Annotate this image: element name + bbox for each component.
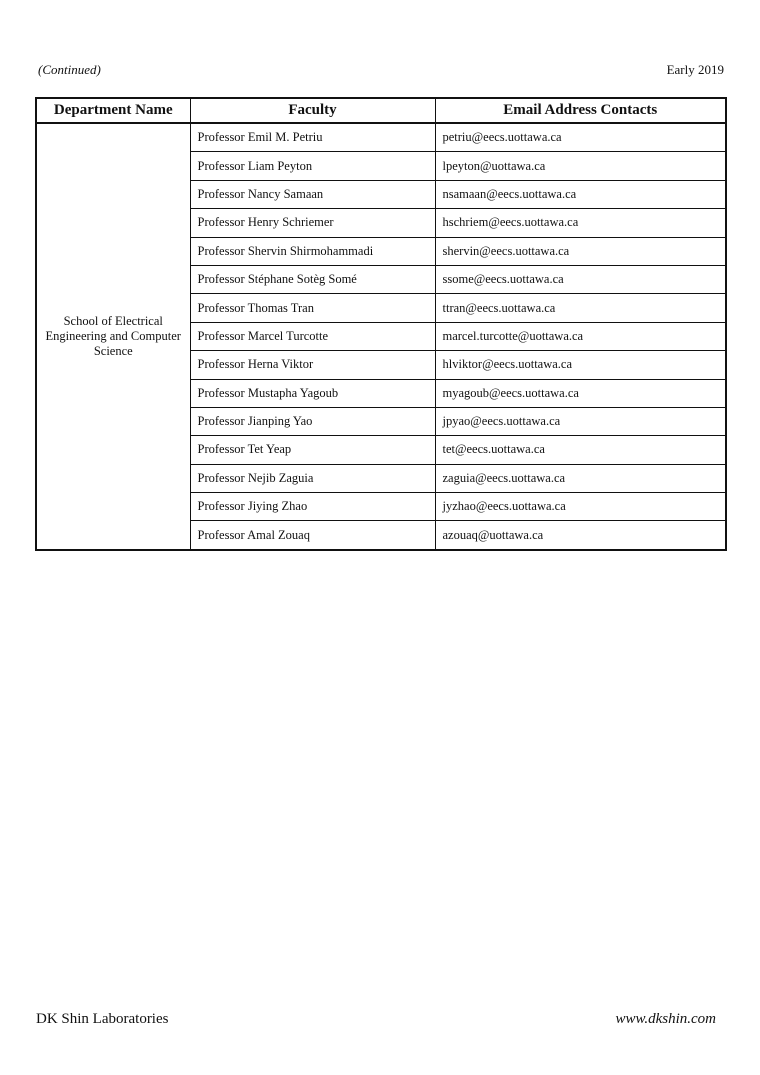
email-address-cell[interactable]: zaguia@eecs.uottawa.ca [435,464,726,492]
email-address-cell[interactable]: ssome@eecs.uottawa.ca [435,265,726,293]
faculty-name-cell: Professor Jianping Yao [190,407,435,435]
website-link[interactable]: www.dkshin.com [615,1011,716,1027]
column-header-department: Department Name [36,98,190,123]
email-address-cell[interactable]: azouaq@uottawa.ca [435,521,726,550]
table-header-row [36,98,726,123]
faculty-name-cell: Professor Tet Yeap [190,436,435,464]
page-header [38,62,724,80]
faculty-name-cell: Professor Jiying Zhao [190,493,435,521]
edition-date: Early 2019 [666,62,724,77]
continued-label: (Continued) [38,62,101,77]
faculty-name-cell: Professor Stéphane Sotèg Somé [190,265,435,293]
column-header-email: Email Address Contacts [435,98,726,123]
email-address-cell[interactable]: nsamaan@eecs.uottawa.ca [435,180,726,208]
faculty-name-cell: Professor Amal Zouaq [190,521,435,550]
email-address-cell[interactable]: hschriem@eecs.uottawa.ca [435,209,726,237]
email-address-cell[interactable]: lpeyton@uottawa.ca [435,152,726,180]
faculty-name-cell: Professor Shervin Shirmohammadi [190,237,435,265]
email-address-cell[interactable]: myagoub@eecs.uottawa.ca [435,379,726,407]
email-address-cell[interactable]: tet@eecs.uottawa.ca [435,436,726,464]
faculty-name-cell: Professor Nejib Zaguia [190,464,435,492]
email-address-cell[interactable]: hlviktor@eecs.uottawa.ca [435,351,726,379]
faculty-name-cell: Professor Emil M. Petriu [190,123,435,152]
department-name-cell: School of Electrical Engineering and Computer Science [36,123,190,550]
faculty-name-cell: Professor Mustapha Yagoub [190,379,435,407]
table-row [36,123,726,152]
faculty-name-cell: Professor Herna Viktor [190,351,435,379]
column-header-faculty: Faculty [190,98,435,123]
page-footer [36,1011,716,1031]
email-address-cell[interactable]: jpyao@eecs.uottawa.ca [435,407,726,435]
faculty-name-cell: Professor Henry Schriemer [190,209,435,237]
faculty-name-cell: Professor Nancy Samaan [190,180,435,208]
faculty-name-cell: Professor Thomas Tran [190,294,435,322]
email-address-cell[interactable]: marcel.turcotte@uottawa.ca [435,322,726,350]
email-address-cell[interactable]: petriu@eecs.uottawa.ca [435,123,726,152]
faculty-name-cell: Professor Marcel Turcotte [190,322,435,350]
email-address-cell[interactable]: ttran@eecs.uottawa.ca [435,294,726,322]
publisher-name: DK Shin Laboratories [36,1011,169,1027]
table-body [36,123,726,550]
email-address-cell[interactable]: shervin@eecs.uottawa.ca [435,237,726,265]
email-address-cell[interactable]: jyzhao@eecs.uottawa.ca [435,493,726,521]
faculty-name-cell: Professor Liam Peyton [190,152,435,180]
faculty-contacts-table [35,97,727,551]
